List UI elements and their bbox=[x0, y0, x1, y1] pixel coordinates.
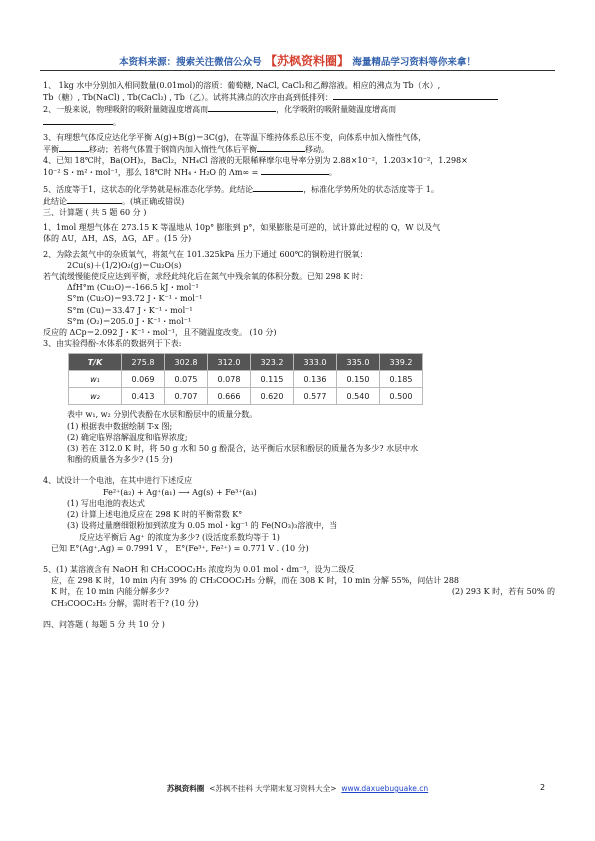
c1-line-b: 体的 ΔU，ΔH，ΔS，ΔG，ΔF 。(15 分) bbox=[43, 234, 192, 244]
c4-item-3b: 反应达平衡后 Ag⁺ 的浓度为多少? (设活度系数均等于 1) bbox=[79, 532, 280, 542]
table-cell: 0.413 bbox=[122, 388, 165, 405]
header-prefix: 本资料来源：搜索关注微信公众号 bbox=[119, 57, 262, 68]
q3-text-b1: 平衡 bbox=[43, 145, 59, 155]
q5-text-a2: ，标准化学势所处的状态活度等于 1。 bbox=[303, 184, 439, 194]
q1-line-b bbox=[43, 91, 555, 103]
c4-line-a: 4、试设计一个电池，在其中进行下述反应 bbox=[43, 476, 193, 486]
q3-line-a: 3、有理想气体反应达化学平衡 A(g)+B(g)＝3C(g)，在等温下维持体系总压不变，向体系中加入惰性气体， bbox=[43, 132, 427, 142]
header-brand: 【苏枫资料圈】 bbox=[264, 54, 349, 68]
q1-answer-blank bbox=[333, 91, 498, 100]
table-cell: 0.500 bbox=[380, 388, 423, 405]
q4-blank bbox=[261, 166, 329, 175]
c3-item-3b: 和酚的质量各为多少? (15 分) bbox=[67, 455, 173, 465]
table-cell: 0.577 bbox=[294, 388, 337, 405]
c3-item-2: (2) 确定临界溶解温度和临界浓度; bbox=[67, 432, 188, 442]
table-cell: 333.0 bbox=[294, 354, 337, 371]
section-4-heading: 四、问答题 ( 每题 5 分 共 10 分 ) bbox=[43, 619, 165, 629]
c4-reaction: Fe²⁺(a₂) + Ag⁺(a₁) ⟶ Ag(s) + Fe³⁺(a₃) bbox=[103, 487, 257, 497]
row-header: w₂ bbox=[69, 388, 122, 405]
table-cell: 302.8 bbox=[165, 354, 208, 371]
q5-blank-2 bbox=[67, 195, 122, 204]
q4-line-a: 4、已知 18℃时，Ba(OH)₂，BaCl₂，NH₄Cl 溶液的无限稀释摩尔电导率分别为 2.88×10⁻²，1.203×10⁻²，1.298× bbox=[43, 156, 468, 166]
document-body bbox=[43, 80, 555, 630]
table-cell: 335.0 bbox=[337, 354, 380, 371]
table-cell: 0.185 bbox=[380, 371, 423, 388]
table-cell: 0.069 bbox=[122, 371, 165, 388]
c5-text-c1: K 时，在 10 min 内能分解多少? bbox=[51, 587, 169, 597]
c1-line-a: 1、1mol 理想气体在 273.15 K 等温地从 10p° 膨胀到 p°，如果膨胀是可逆的，试计算此过程的 Q，W 以及气 bbox=[43, 223, 441, 233]
q4-text-b2: 。 bbox=[328, 168, 337, 178]
q5-text-a: 5、活度等于1，这状态的化学势就是标准态化学势。此结论 bbox=[43, 184, 254, 194]
table-cell: 0.540 bbox=[337, 388, 380, 405]
q5-line-b bbox=[43, 195, 555, 207]
c4-item-3: (3) 设将过量磨细银粉加到浓度为 0.05 mol・kg⁻¹ 的 Fe(NO₃)₃溶液中，当 bbox=[67, 521, 338, 531]
q1-line-a: 1、 1kg 水中分别加入相同数量(0.01mol)的溶质：葡萄糖, NaCl, CaCl₂和乙醇溶液。相应的沸点为 Tb（水）, bbox=[43, 81, 441, 90]
table-cell: 0.666 bbox=[208, 388, 251, 405]
c2-line-h: 反应的 ΔCp＝2.092 J・K⁻¹・mol⁻¹，且不随温度改变。 (10 分) bbox=[43, 328, 277, 338]
q2-text-a2: ，化学吸附的吸附量随温度增高而 bbox=[276, 105, 397, 115]
table-cell: 323.2 bbox=[251, 354, 294, 371]
c4-item-2: (2) 计算上述电池反应在 298 K 时的平衡常数 K° bbox=[67, 510, 243, 520]
q2-text-b: 。 bbox=[113, 117, 121, 127]
q3-blank-2 bbox=[257, 143, 305, 152]
c4-given: 已知 E°(Ag⁺,Ag) = 0.7991 V ， E°(Fe³⁺, Fe²⁺) = 0.771 V . (10 分) bbox=[51, 543, 309, 553]
q2-blank-1 bbox=[208, 103, 276, 112]
c5-text-c2: (2) 293 K 时，若有 50% 的 bbox=[451, 587, 555, 597]
c5-line-b: 应，在 298 K 时，10 min 内有 39% 的 CH₃COOC₂H₅ 分解，而在 308 K 时，10 min 分解 55%，问估计 288 bbox=[51, 576, 460, 586]
table-cell: 339.2 bbox=[380, 354, 423, 371]
c3-line-b: 表中 w₁, w₂ 分别代表酚在水层和酚层中的质量分数。 bbox=[67, 410, 258, 420]
table-cell: 0.078 bbox=[208, 371, 251, 388]
q5-text-b2: 。(填正确或错误) bbox=[122, 196, 185, 206]
q2-line-a bbox=[43, 103, 555, 115]
table-cell: 0.150 bbox=[337, 371, 380, 388]
c2-data-2: S°m (Cu₂O)＝93.72 J・K⁻¹・mol⁻¹ bbox=[67, 294, 203, 304]
q3-text-b2: 移动；若将气体置于钢筒内加入惰性气体后平衡 bbox=[89, 145, 257, 155]
c3-line-a: 3、由实验得酚-水体系的数据列于下表: bbox=[43, 339, 182, 349]
c5-line-c bbox=[43, 586, 555, 597]
c2-line-c: 若气流缓慢能使反应达到平衡，求经此纯化后在氮气中残余氧的体积分数。已知 298 K 时： bbox=[43, 272, 368, 282]
table-cell: 0.620 bbox=[251, 388, 294, 405]
c5-line-a: 5、(1) 某溶液含有 NaOH 和 CH₃COOC₂H₅ 浓度均为 0.01 mol・dm⁻³，设为二级反 bbox=[43, 564, 355, 574]
q2-text-a: 2、一般来说，物理吸附的吸附量随温度增高而 bbox=[43, 105, 209, 115]
table-row bbox=[69, 371, 423, 388]
row-header: w₁ bbox=[69, 371, 122, 388]
table-cell: 275.8 bbox=[122, 354, 165, 371]
q5-line-a bbox=[43, 183, 555, 195]
q1-text-b: Tb（糖）, Tb(NaCl) , Tb(CaCl₂) , Tb（乙）。试将其沸点的次序由高到低排列： bbox=[43, 93, 333, 103]
c3-item-3: (3) 若在 312.0 K 时，将 50 g 水和 50 g 酚混合，达平衡后水层和酚层的质量各为多少? 水层中水 bbox=[67, 444, 419, 454]
page-header-banner bbox=[0, 52, 595, 69]
table-cell: 0.115 bbox=[251, 371, 294, 388]
c2-line-a: 2、为除去氮气中的杂质氧气，将氮气在 101.325kPa 压力下通过 600℃的铜粉进行脱氧： bbox=[43, 249, 368, 259]
c2-data-1: ΔfH°m (Cu₂O)＝-166.5 kJ・mol⁻¹ bbox=[67, 283, 199, 293]
table-cell: 0.707 bbox=[165, 388, 208, 405]
table-row bbox=[69, 354, 423, 371]
footer-tagline: <苏枫不挂科 大学期末复习资料大全> bbox=[209, 784, 337, 793]
c2-data-3: S°m (Cu)＝33.47 J・K⁻¹・mol⁻¹ bbox=[67, 305, 193, 315]
c3-item-1: (1) 根据表中数据绘制 T-x 图; bbox=[67, 421, 173, 431]
header-divider bbox=[40, 70, 555, 71]
q5-text-b1: 此结论 bbox=[43, 196, 67, 206]
section-3-heading: 三、计算题 ( 共 5 题 60 分 ) bbox=[43, 208, 147, 218]
q4-text-b1: 10⁻² S・m²・mol⁻¹，那么 18℃时 NH₄・H₂O 的 Λm∞ = bbox=[43, 168, 261, 178]
c5-line-d: CH₃COOC₂H₅ 分解，需时若干? (10 分) bbox=[51, 598, 199, 608]
footer-brand: 苏枫资料圈 bbox=[166, 784, 205, 793]
table-row bbox=[69, 388, 423, 405]
row-header: T/K bbox=[69, 354, 122, 371]
header-suffix: 海量精品学习资料等你来拿！ bbox=[352, 57, 476, 68]
c2-data-4: S°m (O₂)＝205.0 J・K⁻¹・mol⁻¹ bbox=[67, 316, 192, 326]
q3-line-b bbox=[43, 143, 555, 155]
q4-line-b bbox=[43, 166, 555, 178]
q2-blank-2 bbox=[43, 116, 113, 125]
q3-blank-1 bbox=[59, 143, 89, 152]
phenol-water-table bbox=[68, 353, 423, 405]
q5-blank-1 bbox=[253, 183, 303, 192]
c2-equation: 2Cu(s)＋(1/2)O₂(g)＝Cu₂O(s) bbox=[67, 260, 182, 270]
q2-line-b bbox=[43, 116, 555, 128]
c4-item-1: (1) 写出电池的表达式 bbox=[67, 498, 145, 508]
page-footer bbox=[0, 783, 595, 794]
table-cell: 0.136 bbox=[294, 371, 337, 388]
table-cell: 0.075 bbox=[165, 371, 208, 388]
footer-link[interactable]: www.daxuebuguake.cn bbox=[341, 784, 429, 793]
q3-text-b3: 移动。 bbox=[305, 145, 329, 155]
table-cell: 312.0 bbox=[208, 354, 251, 371]
page-number: 2 bbox=[540, 783, 546, 792]
